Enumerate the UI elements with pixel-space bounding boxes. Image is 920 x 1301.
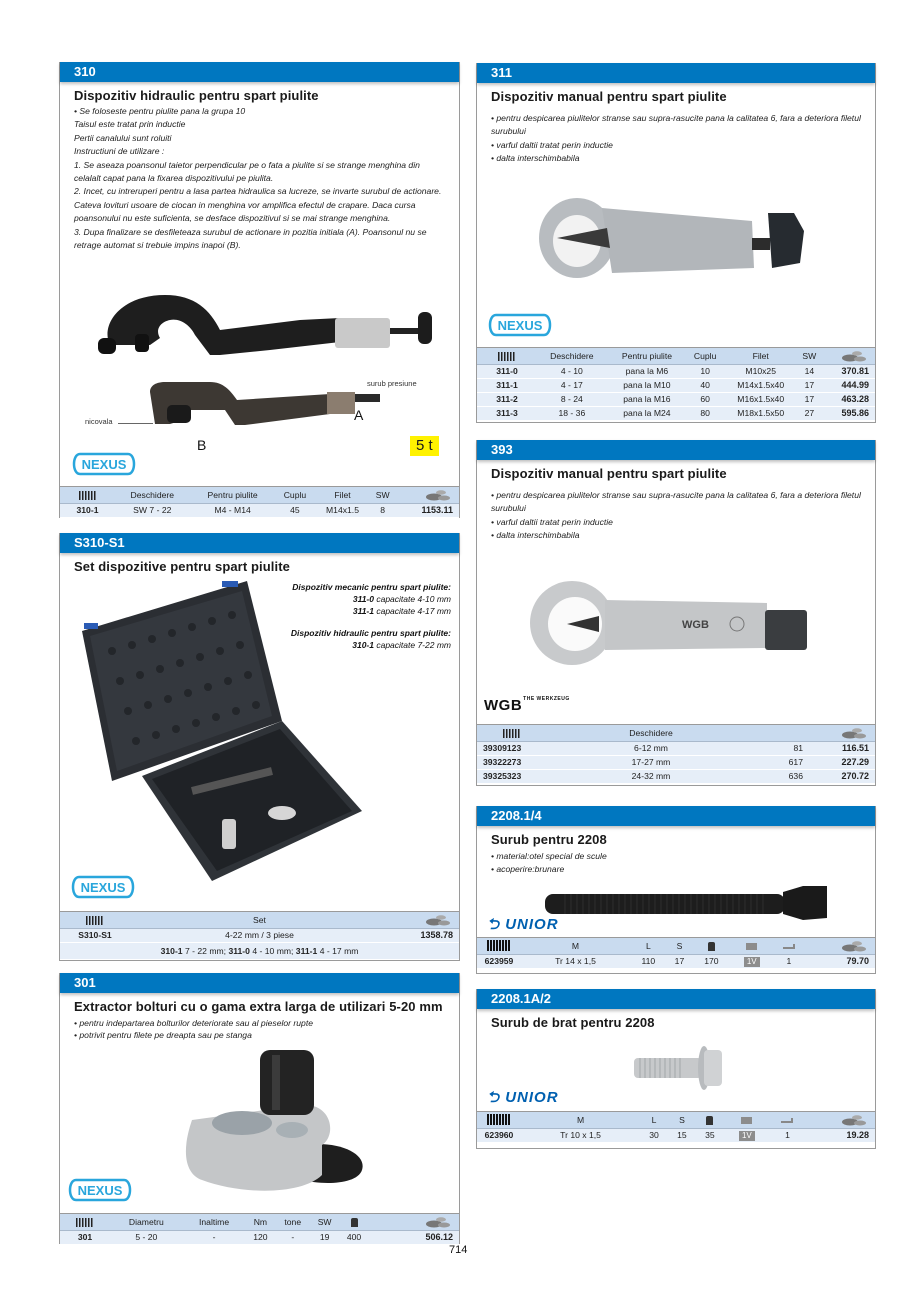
table-row[interactable]: 39309123 6-12 mm 81 116.51 — [477, 741, 875, 755]
product-code-header: 311 — [477, 63, 875, 83]
table-header-row: Deschidere — [477, 725, 875, 741]
product-title: Surub pentru 2208 — [491, 832, 607, 847]
price: 270.72 — [815, 769, 875, 783]
product-code-header: 2208.1/4 — [477, 806, 875, 826]
table-row[interactable]: 39325323 24-32 mm 636 270.72 — [477, 769, 875, 783]
product-table-s310-s1 — [60, 911, 459, 960]
product-description: • Se foloseste pentru piulite pana la grupa 10 Taisul este tratat prin inductie Pertii canalului sunt roluiti Instructiuni de utilizare : 1. Se aseaza poansonul taietor perpendicular pe o fata a piulite si se strange menghina din celalalt capat pana la fixarea dispozitivului pe piulita. 2. Incet, cu intreruperi pentru a lasa partea hidraulica sa lucreze, se invarte surubul de actionare. Cateva lovituri usoare de ciocan in menghina vor amplifica efectul de crapare. Daca cursa poansonului nu este suficienta, se desface dispozitivul si se mai strange menghina. 3. Dupa finalizare se desfileteaza surubul de actionare in pozitia initiala (A). Poansonul nu se retrage automat si trebuie impins inapoi (B). — [74, 106, 442, 251]
label-line — [118, 423, 153, 424]
coins-icon — [841, 727, 867, 739]
product-code-header: 2208.1A/2 — [477, 989, 875, 1009]
weight-icon — [351, 1218, 358, 1227]
product-code-header: 393 — [477, 440, 875, 460]
product-card-2208-1-4 — [476, 806, 876, 974]
svg-text:NEXUS: NEXUS — [77, 1183, 123, 1198]
product-title: Set dispozitive pentru spart piulite — [74, 559, 290, 574]
label-nicovala: nicovala — [85, 417, 113, 426]
hydraulic-nut-splitter-detail-image — [145, 380, 385, 440]
price: 1358.78 — [389, 928, 459, 942]
price: 227.29 — [815, 755, 875, 769]
label-a: A — [354, 407, 364, 423]
product-card-301 — [59, 973, 460, 1244]
table-header-row: Deschidere Pentru piulite Cuplu Filet SW — [60, 487, 459, 503]
product-description: • material:otel special de scule • acoperire:brunare — [491, 851, 607, 875]
ruler-icon — [783, 944, 795, 949]
svg-text:NEXUS: NEXUS — [497, 318, 543, 333]
product-description: • pentru despicarea piulitelor stranse sau supra-rasucite pana la calitatea 6, fara a deteriora filetul surubului • varful daltii tratat perin inductie • dalta interschimbabila — [491, 490, 861, 541]
barcode-icon — [76, 1218, 94, 1227]
unior-mark-icon: ⮌ — [487, 1089, 501, 1106]
product-table-2208-1-4 — [477, 937, 875, 969]
product-table-311 — [477, 347, 875, 421]
product-description: • pentru despicarea piulitelor stranse sau supra-rasucite pana la calitatea 6, fara a deteriora filetul surubului • varful daltii tratat perin inductie • dalta interschimbabila — [491, 113, 861, 164]
table-row[interactable]: 301 5 - 20 - 120 - 19 400 506.12 — [60, 1230, 459, 1244]
svg-text:NEXUS: NEXUS — [81, 457, 127, 472]
product-table-301 — [60, 1213, 459, 1245]
barcode-icon — [503, 729, 521, 738]
barcode-icon — [498, 352, 516, 361]
product-title: Dispozitiv hidraulic pentru spart piulite — [74, 88, 319, 103]
box-icon — [746, 943, 757, 950]
coins-icon — [841, 1114, 867, 1126]
bolt-image — [545, 884, 830, 922]
table-header-row: M L S — [477, 938, 875, 954]
case-set-image — [72, 581, 362, 881]
barcode-icon — [86, 916, 104, 925]
product-title: Surub de brat pentru 2208 — [491, 1015, 655, 1030]
unior-logo: ⮌ UNIOR — [487, 916, 559, 933]
ruler-icon — [781, 1118, 793, 1123]
coins-icon — [425, 1216, 451, 1228]
pack-badge: 1V — [744, 957, 760, 967]
table-row[interactable]: 311-2 8 - 24 pana la M16 60 M16x1.5x40 17 463.28 — [477, 392, 875, 406]
hydraulic-nut-splitter-image — [90, 290, 450, 365]
pack-badge: 1V — [739, 1131, 755, 1141]
price: 1153.11 — [395, 503, 459, 517]
product-code-header: 310 — [60, 62, 459, 82]
weight-icon — [708, 942, 715, 951]
coins-icon — [841, 940, 867, 952]
product-card-2208-1a-2 — [476, 989, 876, 1149]
table-row[interactable]: 311-1 4 - 17 pana la M10 40 M14x1.5x40 17 444.99 — [477, 378, 875, 392]
nexus-logo — [68, 1177, 132, 1203]
product-code-header: 301 — [60, 973, 459, 993]
product-card-393 — [476, 440, 876, 786]
price: 595.86 — [820, 406, 875, 420]
price: 116.51 — [815, 741, 875, 755]
svg-text:WGB: WGB — [682, 619, 709, 631]
weight-icon — [706, 1116, 713, 1125]
coins-icon — [425, 489, 451, 501]
wgb-logo: WGBTHE WERKZEUG — [484, 696, 570, 714]
table-row[interactable]: 623959 Tr 14 x 1,5 110 17 170 1V 1 79.70 — [477, 954, 875, 968]
stud-extractor-image — [172, 1045, 372, 1195]
price: 370.81 — [820, 364, 875, 378]
label-b: B — [197, 437, 207, 453]
set-contents-row: 310-1 7 - 22 mm; 311-0 4 - 10 mm; 311-1 4 - 17 mm — [60, 942, 459, 959]
product-title: Dispozitiv manual pentru spart piulite — [491, 466, 727, 481]
tonnage-badge: 5 t — [410, 436, 439, 456]
price: 506.12 — [369, 1230, 459, 1244]
table-row[interactable]: 311-0 4 - 10 pana la M6 10 M10x25 14 370.81 — [477, 364, 875, 378]
barcode-icon — [487, 1114, 511, 1125]
product-title: Extractor bolturi cu o gama extra larga de utilizari 5-20 mm — [74, 999, 443, 1014]
box-icon — [741, 1117, 752, 1124]
table-header-row: Diametru Inaltime Nm tone SW — [60, 1214, 459, 1230]
svg-text:NEXUS: NEXUS — [80, 880, 126, 895]
price: 463.28 — [820, 392, 875, 406]
nexus-logo — [488, 312, 552, 338]
nexus-logo — [71, 874, 135, 900]
product-table-2208-1a-2 — [477, 1111, 875, 1143]
unior-mark-icon: ⮌ — [487, 916, 501, 933]
product-title: Dispozitiv manual pentru spart piulite — [491, 89, 727, 104]
set-contents-description: Dispozitiv mecanic pentru spart piulite: 311-0 capacitate 4-10 mm 311-1 capacitate 4-17 mm Dispozitiv hidraulic pentru spart piulite: 310-1 capacitate 7-22 mm — [290, 582, 451, 650]
manual-nut-splitter-image — [532, 183, 832, 288]
table-row[interactable]: 311-3 18 - 36 pana la M24 80 M18x1.5x50 27 595.86 — [477, 406, 875, 420]
arm-bolt-image — [632, 1044, 727, 1092]
table-row[interactable]: S310-S1 4-22 mm / 3 piese 1358.78 — [60, 928, 459, 942]
table-header-row: Set — [60, 912, 459, 928]
unior-logo: ⮌ UNIOR — [487, 1089, 559, 1106]
product-card-310 — [59, 62, 460, 518]
label-surub-presiune: surub presiune — [367, 379, 417, 388]
product-card-s310-s1 — [59, 533, 460, 961]
table-header-row: Deschidere Pentru piulite Cuplu Filet SW — [477, 348, 875, 364]
table-header-row: M L S — [477, 1112, 875, 1128]
barcode-icon — [487, 940, 511, 951]
product-table-393 — [477, 724, 875, 784]
coins-icon — [425, 914, 451, 926]
coins-icon — [841, 350, 867, 362]
barcode-icon — [79, 491, 97, 500]
table-row[interactable]: 623960 Tr 10 x 1,5 30 15 35 1V 1 19.28 — [477, 1128, 875, 1142]
nexus-logo — [72, 451, 136, 477]
price: 19.28 — [805, 1128, 875, 1142]
page-number: 714 — [449, 1244, 468, 1256]
wgb-nut-splitter-image — [527, 578, 817, 668]
product-table-310 — [60, 486, 459, 518]
product-code-header: S310-S1 — [60, 533, 459, 553]
table-row[interactable]: 310-1 SW 7 - 22 M4 - M14 45 M14x1.5 8 1153.11 — [60, 503, 459, 517]
price: 444.99 — [820, 378, 875, 392]
product-description: • pentru indepartarea bolturilor deteriorate sau al pieselor rupte • potrivit pentru filete pe dreapta sau pe stanga — [74, 1018, 314, 1040]
product-card-311 — [476, 63, 876, 423]
table-row[interactable]: 39322273 17-27 mm 617 227.29 — [477, 755, 875, 769]
price: 79.70 — [805, 954, 875, 968]
